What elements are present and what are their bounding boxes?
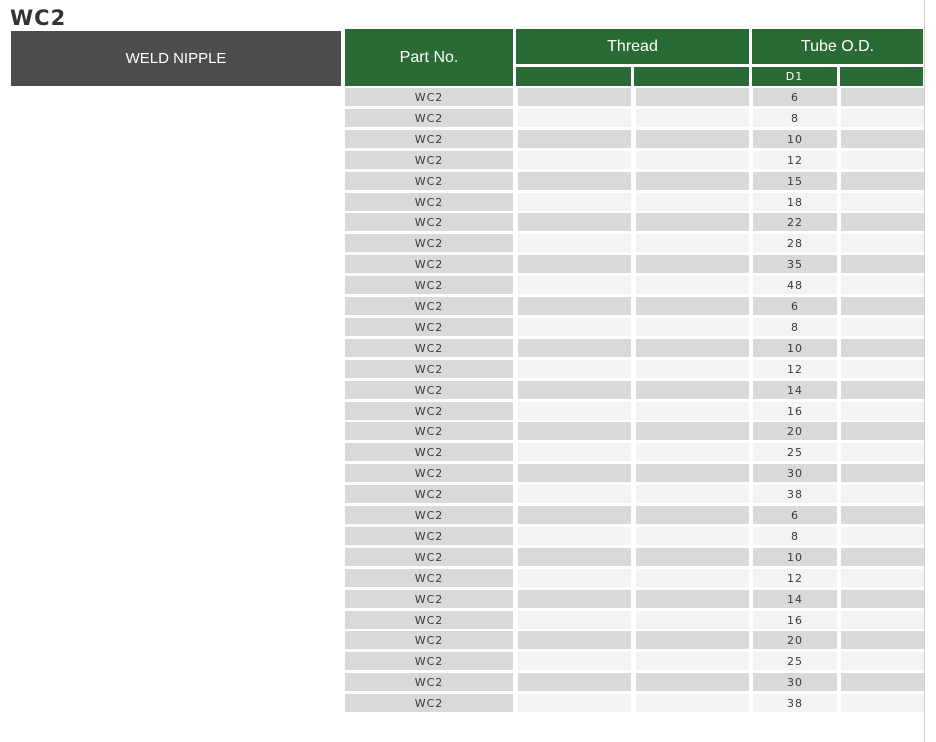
part-no-cell: WC2 bbox=[345, 548, 513, 566]
tube-extra-cell bbox=[841, 464, 924, 482]
thread-cell-1 bbox=[518, 527, 631, 545]
tube-extra-cell bbox=[841, 569, 924, 587]
d1-cell: 12 bbox=[753, 360, 837, 378]
thread-cell-2 bbox=[636, 673, 749, 691]
part-no-cell: WC2 bbox=[345, 611, 513, 629]
d1-cell: 14 bbox=[753, 590, 837, 608]
thread-cell-1 bbox=[518, 172, 631, 190]
thread-cell-1 bbox=[518, 255, 631, 273]
d1-cell: 16 bbox=[753, 402, 837, 420]
d1-cell: 10 bbox=[753, 130, 837, 148]
page-edge-rule bbox=[924, 0, 925, 742]
thread-cell-1 bbox=[518, 339, 631, 357]
d1-cell: 14 bbox=[753, 381, 837, 399]
tube-extra-cell bbox=[841, 611, 924, 629]
thread-cell-2 bbox=[636, 297, 749, 315]
header-thread-text: Thread bbox=[607, 37, 658, 55]
tube-extra-cell bbox=[841, 297, 924, 315]
header-d1 bbox=[752, 67, 837, 86]
thread-cell-2 bbox=[636, 151, 749, 169]
tube-extra-cell bbox=[841, 485, 924, 503]
thread-cell-1 bbox=[518, 673, 631, 691]
d1-cell: 8 bbox=[753, 109, 837, 127]
tube-extra-cell bbox=[841, 151, 924, 169]
thread-cell-2 bbox=[636, 193, 749, 211]
part-no-cell: WC2 bbox=[345, 234, 513, 252]
d1-cell: 10 bbox=[753, 548, 837, 566]
d1-cell: 6 bbox=[753, 88, 837, 106]
d1-cell: 25 bbox=[753, 443, 837, 461]
part-no-cell: WC2 bbox=[345, 673, 513, 691]
d1-cell: 35 bbox=[753, 255, 837, 273]
tube-extra-cell bbox=[841, 172, 924, 190]
tube-extra-cell bbox=[841, 527, 924, 545]
thread-cell-2 bbox=[636, 172, 749, 190]
page-title: WC2 bbox=[10, 6, 67, 30]
thread-cell-2 bbox=[636, 109, 749, 127]
thread-cell-2 bbox=[636, 130, 749, 148]
tube-extra-cell bbox=[841, 109, 924, 127]
part-no-cell: WC2 bbox=[345, 443, 513, 461]
d1-cell: 6 bbox=[753, 506, 837, 524]
part-no-cell: WC2 bbox=[345, 631, 513, 649]
part-no-cell: WC2 bbox=[345, 276, 513, 294]
tube-extra-cell bbox=[841, 548, 924, 566]
d1-cell: 12 bbox=[753, 569, 837, 587]
thread-cell-1 bbox=[518, 652, 631, 670]
header-thread-sub-1 bbox=[516, 67, 631, 86]
d1-cell: 10 bbox=[753, 339, 837, 357]
thread-cell-2 bbox=[636, 339, 749, 357]
tube-extra-cell bbox=[841, 213, 924, 231]
header-thread bbox=[516, 29, 749, 64]
part-no-cell: WC2 bbox=[345, 652, 513, 670]
thread-cell-1 bbox=[518, 234, 631, 252]
thread-cell-1 bbox=[518, 694, 631, 712]
thread-cell-2 bbox=[636, 255, 749, 273]
tube-extra-cell bbox=[841, 402, 924, 420]
d1-cell: 38 bbox=[753, 694, 837, 712]
header-thread-sub-2 bbox=[634, 67, 749, 86]
thread-cell-2 bbox=[636, 88, 749, 106]
part-no-cell: WC2 bbox=[345, 193, 513, 211]
tube-extra-cell bbox=[841, 234, 924, 252]
thread-cell-2 bbox=[636, 318, 749, 336]
thread-cell-1 bbox=[518, 381, 631, 399]
thread-cell-2 bbox=[636, 611, 749, 629]
thread-cell-2 bbox=[636, 464, 749, 482]
d1-cell: 30 bbox=[753, 464, 837, 482]
d1-cell: 48 bbox=[753, 276, 837, 294]
part-no-cell: WC2 bbox=[345, 590, 513, 608]
tube-extra-cell bbox=[841, 276, 924, 294]
part-no-cell: WC2 bbox=[345, 402, 513, 420]
d1-cell: 22 bbox=[753, 213, 837, 231]
thread-cell-2 bbox=[636, 422, 749, 440]
thread-cell-1 bbox=[518, 360, 631, 378]
d1-cell: 18 bbox=[753, 193, 837, 211]
part-no-cell: WC2 bbox=[345, 381, 513, 399]
thread-cell-2 bbox=[636, 506, 749, 524]
d1-cell: 6 bbox=[753, 297, 837, 315]
tube-extra-cell bbox=[841, 360, 924, 378]
part-no-cell: WC2 bbox=[345, 422, 513, 440]
thread-cell-1 bbox=[518, 276, 631, 294]
thread-cell-1 bbox=[518, 297, 631, 315]
part-no-cell: WC2 bbox=[345, 109, 513, 127]
thread-cell-2 bbox=[636, 402, 749, 420]
thread-cell-2 bbox=[636, 443, 749, 461]
d1-cell: 30 bbox=[753, 673, 837, 691]
part-no-cell: WC2 bbox=[345, 464, 513, 482]
thread-cell-1 bbox=[518, 88, 631, 106]
d1-cell: 16 bbox=[753, 611, 837, 629]
thread-cell-1 bbox=[518, 193, 631, 211]
thread-cell-1 bbox=[518, 611, 631, 629]
header-part-no bbox=[345, 29, 513, 86]
thread-cell-1 bbox=[518, 318, 631, 336]
thread-cell-2 bbox=[636, 590, 749, 608]
thread-cell-2 bbox=[636, 276, 749, 294]
header-part-no-text: Part No. bbox=[399, 48, 459, 66]
d1-cell: 20 bbox=[753, 422, 837, 440]
thread-cell-1 bbox=[518, 213, 631, 231]
tube-extra-cell bbox=[841, 339, 924, 357]
tube-extra-cell bbox=[841, 673, 924, 691]
tube-extra-cell bbox=[841, 652, 924, 670]
thread-cell-1 bbox=[518, 130, 631, 148]
part-no-cell: WC2 bbox=[345, 255, 513, 273]
part-no-cell: WC2 bbox=[345, 318, 513, 336]
thread-cell-1 bbox=[518, 402, 631, 420]
part-no-cell: WC2 bbox=[345, 527, 513, 545]
part-no-cell: WC2 bbox=[345, 297, 513, 315]
tube-extra-cell bbox=[841, 255, 924, 273]
d1-cell: 15 bbox=[753, 172, 837, 190]
thread-cell-2 bbox=[636, 527, 749, 545]
part-no-cell: WC2 bbox=[345, 694, 513, 712]
thread-cell-2 bbox=[636, 213, 749, 231]
header-tube-sub-2 bbox=[840, 67, 923, 86]
thread-cell-1 bbox=[518, 548, 631, 566]
part-no-cell: WC2 bbox=[345, 130, 513, 148]
tube-extra-cell bbox=[841, 506, 924, 524]
part-no-cell: WC2 bbox=[345, 485, 513, 503]
part-no-cell: WC2 bbox=[345, 213, 513, 231]
tube-extra-cell bbox=[841, 88, 924, 106]
thread-cell-2 bbox=[636, 631, 749, 649]
d1-cell: 8 bbox=[753, 318, 837, 336]
thread-cell-2 bbox=[636, 569, 749, 587]
thread-cell-1 bbox=[518, 569, 631, 587]
d1-cell: 12 bbox=[753, 151, 837, 169]
tube-extra-cell bbox=[841, 443, 924, 461]
thread-cell-1 bbox=[518, 485, 631, 503]
part-no-cell: WC2 bbox=[345, 172, 513, 190]
part-no-cell: WC2 bbox=[345, 360, 513, 378]
thread-cell-2 bbox=[636, 360, 749, 378]
tube-extra-cell bbox=[841, 590, 924, 608]
header-d1-text: D1 bbox=[785, 70, 804, 83]
d1-cell: 25 bbox=[753, 652, 837, 670]
tube-extra-cell bbox=[841, 631, 924, 649]
product-label-text: WELD NIPPLE bbox=[125, 50, 227, 67]
part-no-cell: WC2 bbox=[345, 151, 513, 169]
d1-cell: 28 bbox=[753, 234, 837, 252]
tube-extra-cell bbox=[841, 422, 924, 440]
part-no-cell: WC2 bbox=[345, 569, 513, 587]
d1-cell: 8 bbox=[753, 527, 837, 545]
tube-extra-cell bbox=[841, 318, 924, 336]
thread-cell-1 bbox=[518, 590, 631, 608]
product-label bbox=[11, 31, 341, 86]
thread-cell-2 bbox=[636, 548, 749, 566]
d1-cell: 20 bbox=[753, 631, 837, 649]
part-no-cell: WC2 bbox=[345, 339, 513, 357]
thread-cell-1 bbox=[518, 443, 631, 461]
thread-cell-1 bbox=[518, 151, 631, 169]
thread-cell-1 bbox=[518, 422, 631, 440]
thread-cell-2 bbox=[636, 652, 749, 670]
thread-cell-1 bbox=[518, 506, 631, 524]
part-no-cell: WC2 bbox=[345, 506, 513, 524]
header-tube-od-text: Tube O.D. bbox=[800, 37, 875, 55]
thread-cell-1 bbox=[518, 109, 631, 127]
tube-extra-cell bbox=[841, 130, 924, 148]
thread-cell-2 bbox=[636, 381, 749, 399]
part-no-cell: WC2 bbox=[345, 88, 513, 106]
tube-extra-cell bbox=[841, 193, 924, 211]
thread-cell-2 bbox=[636, 694, 749, 712]
d1-cell: 38 bbox=[753, 485, 837, 503]
tube-extra-cell bbox=[841, 694, 924, 712]
thread-cell-1 bbox=[518, 631, 631, 649]
thread-cell-1 bbox=[518, 464, 631, 482]
tube-extra-cell bbox=[841, 381, 924, 399]
thread-cell-2 bbox=[636, 234, 749, 252]
thread-cell-2 bbox=[636, 485, 749, 503]
header-tube-od bbox=[752, 29, 923, 64]
